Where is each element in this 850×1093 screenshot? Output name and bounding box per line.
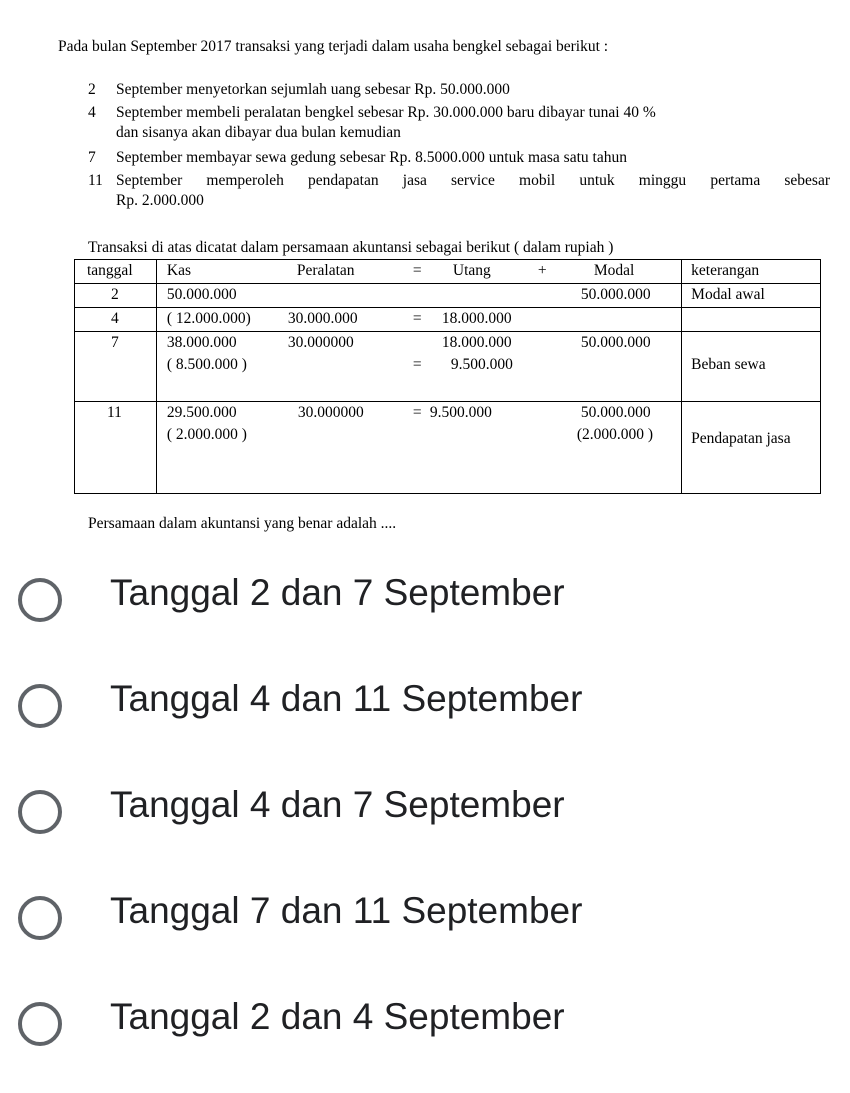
transaction-text: Rp. 2.000.000 (116, 192, 204, 209)
question-prompt: Persamaan dalam akuntansi yang benar adalah .... (88, 515, 397, 532)
transaction-text: September membeli peralatan bengkel sebesar Rp. 30.000.000 baru dibayar tunai 40 % (116, 104, 656, 121)
header-cell (156, 260, 681, 284)
cell-equation (156, 308, 681, 332)
table-row (75, 332, 821, 402)
transaction-item (88, 80, 830, 100)
cell-kas: ( 12.000.000) (166, 310, 251, 327)
cell-kas: 38.000.000 (166, 334, 237, 351)
cell-peralatan: 30.000000 (287, 334, 354, 351)
table-header-row (75, 260, 821, 284)
radio-button[interactable] (18, 790, 62, 834)
cell-modal: 50.000.000 (580, 404, 651, 421)
cell-keterangan (682, 308, 821, 332)
table-row (75, 402, 821, 494)
question-intro: Pada bulan September 2017 transaksi yang terjadi dalam usaha bengkel sebagai berikut : (58, 38, 609, 55)
cell-equation (156, 402, 681, 494)
radio-button[interactable] (18, 1002, 62, 1046)
cell-peralatan: 30.000.000 (287, 310, 358, 327)
transaction-text: September memperoleh pendapatan jasa service mobil untuk minggu pertama sebesar (116, 172, 830, 189)
option-3[interactable] (18, 784, 718, 848)
cell-keterangan: Beban sewa (682, 332, 821, 402)
cell-tanggal: 2 (75, 284, 157, 308)
option-label[interactable]: Tanggal 4 dan 11 September (110, 678, 583, 719)
cell-modal: 50.000.000 (580, 334, 651, 351)
cell-equation (156, 332, 681, 402)
option-label[interactable]: Tanggal 2 dan 7 September (110, 572, 565, 613)
transaction-day: 4 (88, 104, 96, 121)
header-modal: Modal (593, 262, 635, 279)
option-label[interactable]: Tanggal 2 dan 4 September (110, 996, 565, 1037)
radio-button[interactable] (18, 684, 62, 728)
option-1[interactable] (18, 572, 718, 636)
cell-kas: ( 8.500.000 ) (166, 356, 247, 373)
cell-equals: = (412, 310, 422, 327)
option-label[interactable]: Tanggal 4 dan 7 September (110, 784, 565, 825)
header-utang: Utang (452, 262, 491, 279)
cell-peralatan: 30.000000 (297, 404, 364, 421)
cell-kas: ( 2.000.000 ) (166, 426, 247, 443)
cell-modal: (2.000.000 ) (576, 426, 654, 443)
transaction-text: dan sisanya akan dibayar dua bulan kemudian (116, 124, 401, 141)
cell-utang: 18.000.000 (441, 334, 512, 351)
transaction-day: 11 (88, 172, 103, 189)
transaction-text: September membayar sewa gedung sebesar Rp. 8.5000.000 untuk masa satu tahun (116, 149, 627, 166)
radio-button[interactable] (18, 896, 62, 940)
cell-modal: 50.000.000 (580, 286, 651, 303)
header-plus: + (537, 262, 547, 279)
table-row (75, 308, 821, 332)
table-caption: Transaksi di atas dicatat dalam persamaan akuntansi sebagai berikut ( dalam rupiah ) (88, 239, 614, 256)
cell-equals: = (412, 356, 422, 373)
cell-keterangan: Pendapatan jasa (682, 402, 821, 494)
cell-tanggal: 11 (75, 402, 157, 494)
radio-button[interactable] (18, 578, 62, 622)
cell-utang: 18.000.000 (441, 310, 512, 327)
transaction-item (88, 103, 830, 143)
transaction-item (88, 171, 830, 211)
option-label[interactable]: Tanggal 7 dan 11 September (110, 890, 583, 931)
table-row (75, 284, 821, 308)
cell-utang: 9.500.000 (450, 356, 513, 373)
transaction-day: 7 (88, 149, 96, 166)
option-2[interactable] (18, 678, 718, 742)
header-peralatan: Peralatan (296, 262, 355, 279)
question-image (0, 0, 850, 532)
cell-tanggal: 4 (75, 308, 157, 332)
cell-keterangan: Modal awal (682, 284, 821, 308)
header-equals: = (412, 262, 422, 279)
transaction-item (88, 148, 830, 168)
cell-tanggal: 7 (75, 332, 157, 402)
cell-equals: = (412, 404, 422, 421)
header-cell: keterangan (682, 260, 821, 284)
cell-kas: 29.500.000 (166, 404, 237, 421)
option-4[interactable] (18, 890, 718, 954)
cell-kas: 50.000.000 (166, 286, 237, 303)
transaction-line (88, 171, 830, 191)
transaction-day: 2 (88, 81, 96, 98)
header-kas: Kas (166, 262, 191, 279)
header-cell: tanggal (75, 260, 157, 284)
cell-equation (156, 284, 681, 308)
option-5[interactable] (18, 996, 718, 1060)
accounting-equation-table (74, 259, 821, 494)
cell-utang: 9.500.000 (429, 404, 492, 421)
transaction-text: September menyetorkan sejumlah uang sebesar Rp. 50.000.000 (116, 81, 510, 98)
